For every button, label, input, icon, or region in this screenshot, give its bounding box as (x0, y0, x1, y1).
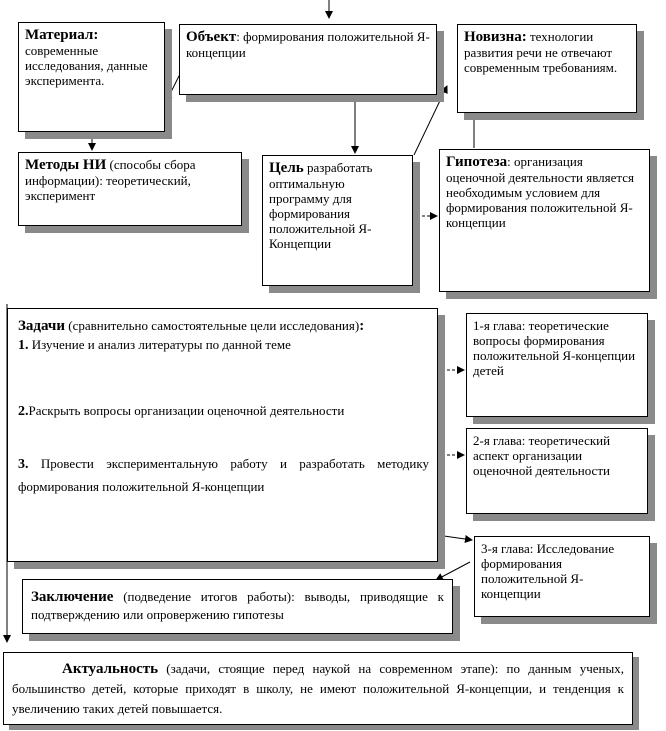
task-num-3: 3. (18, 457, 29, 472)
relevance-box (3, 652, 633, 725)
arrow-goal-to-novelty (414, 86, 447, 155)
task-num-1: 1. (18, 338, 29, 353)
novelty-title: Новизна: (464, 29, 527, 45)
hypothesis-box (439, 149, 650, 292)
material-box (18, 22, 165, 132)
goal-text: разработать оптимальную программу для формирования положительной Я-Концепции (269, 160, 373, 251)
arrow-tasks-to-chapter3 (437, 535, 472, 540)
tasks-box (7, 308, 438, 562)
material-text: современные исследования, данные эксперимента. (25, 43, 148, 88)
hypothesis-title: Гипотеза (446, 154, 508, 170)
tasks-subtitle: (сравнительно самостоятельные цели исследования) (65, 318, 360, 333)
task-item-1 (18, 336, 429, 354)
tasks-colon: : (359, 318, 365, 334)
chapter-3-box (474, 536, 650, 617)
task-text-2: Раскрыть вопросы организации оценочной деятельности (28, 403, 345, 418)
goal-title: Цель (269, 160, 304, 176)
object-text: : формирования положительной Я-концепции (186, 29, 430, 60)
hypothesis-text: : организация оценочной деятельности является необходимым условием для формирования положительной Я-концепции (446, 154, 634, 230)
task-item-2 (18, 402, 429, 420)
arrow-chapter3-to-conclusion (436, 562, 470, 580)
task-text-3: Провести экспериментальную работу и разработать методику формирования положительной Я-концепции (18, 456, 429, 494)
chapter-3-text: 3-я глава: Исследование формирования положительной Я-концепции (481, 541, 615, 601)
task-num-2: 2. (18, 404, 29, 419)
tasks-header (18, 317, 429, 335)
material-title: Материал: (25, 27, 99, 43)
conclusion-title: Заключение (31, 589, 114, 605)
relevance-text: (задачи, стоящие перед наукой на современном этапе): по данным ученых, большинство детей, которые приходят в школу, не имеют положительной Я-концепции, и тенденция к увеличению таких детей повышается. (12, 661, 624, 716)
chapter-1-text: 1-я глава: теоретические вопросы формирования положительной Я-концепции детей (473, 318, 636, 378)
conclusion-box (22, 579, 453, 634)
novelty-text: технологии развития речи не отвечают современным требованиям. (464, 29, 618, 75)
task-item-3 (18, 453, 429, 498)
methods-text: (способы сбора информации): теоретический, эксперимент (25, 157, 196, 203)
chapter-2-text: 2-я глава: теоретический аспект организации оценочной деятельности (473, 433, 611, 478)
object-title: Объект (186, 29, 237, 45)
methods-box (18, 152, 242, 226)
task-text-1: Изучение и анализ литературы по данной теме (28, 337, 291, 352)
conclusion-text: (подведение итогов работы): выводы, приводящие к подтверждению или опровержению гипотезы (31, 589, 444, 622)
chapter-1-box (466, 313, 648, 417)
chapter-2-box (466, 428, 648, 514)
novelty-box (457, 24, 637, 113)
object-box (179, 24, 437, 95)
tasks-title: Задачи (18, 318, 66, 334)
goal-box (262, 155, 413, 286)
methods-title: Методы НИ (25, 157, 107, 173)
relevance-title: Актуальность (62, 661, 159, 677)
